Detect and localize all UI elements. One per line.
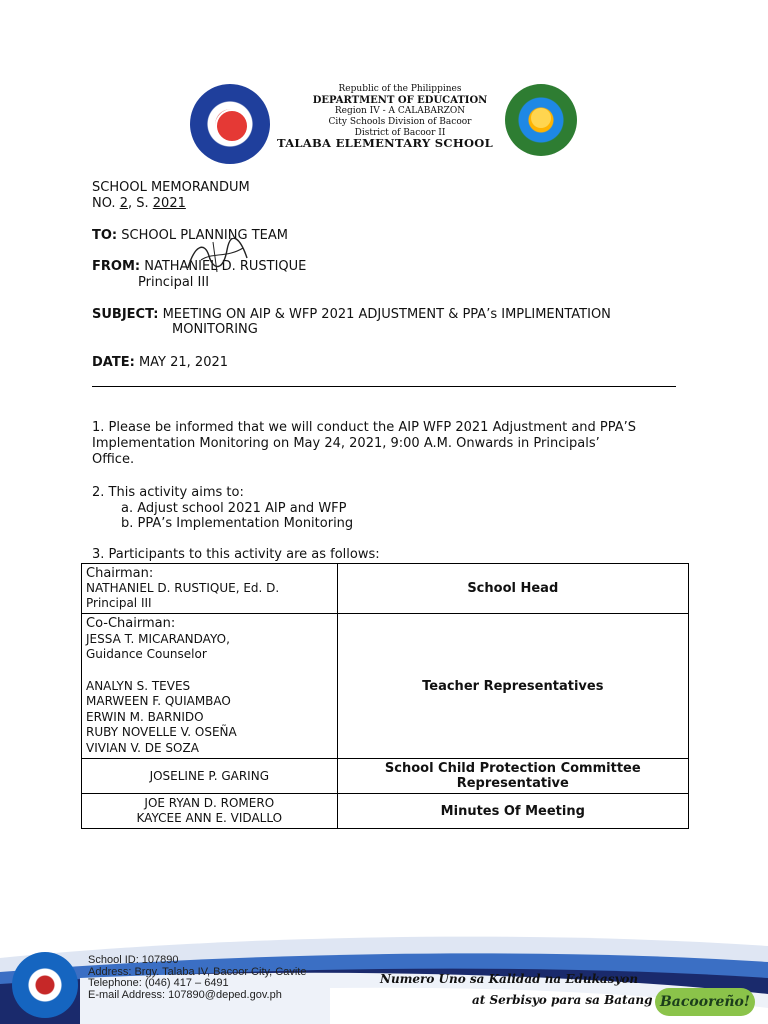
- aim-b: b. PPA’s Implementation Monitoring: [121, 516, 354, 531]
- table-row: [82, 564, 689, 614]
- divider-line: [92, 386, 676, 387]
- teacher-name: ERWIN M. BARNIDO: [86, 709, 204, 724]
- paragraph-1-line-1: 1. Please be informed that we will conduct the AIP WFP 2021 Adjustment and PPA’S: [92, 420, 637, 435]
- chairman-name: NATHANIEL D. RUSTIQUE, Ed. D.: [86, 581, 280, 595]
- aim-a: a. Adjust school 2021 AIP and WFP: [121, 500, 347, 516]
- school-seal-logo: [12, 952, 78, 1018]
- mom-name-2: KAYCEE ANN E. VIDALLO: [136, 811, 283, 825]
- paragraph-1-line-2: Implementation Monitoring on May 24, 2021, 9:00 A.M. Onwards in Principals’: [92, 436, 600, 451]
- footer-telephone: Telephone: (046) 417 – 6491: [88, 977, 229, 989]
- footer-motto-2: at Serbisyo para sa Batang: [472, 993, 653, 1007]
- cochairman-label: Co-Chairman:: [86, 616, 176, 631]
- footer-address: Address: Brgy. Talaba IV, Bacoor City, Cavite: [88, 965, 307, 978]
- signature-icon: [183, 238, 253, 276]
- table-row: [82, 794, 689, 829]
- teacher-role: Teacher Representatives: [337, 614, 688, 759]
- cochairman-title: Guidance Counselor: [86, 647, 207, 661]
- letterhead-district: District of Bacoor II: [354, 128, 446, 138]
- footer-contact: [88, 955, 306, 1001]
- mom-name-1: JOE RYAN D. ROMERO: [144, 796, 275, 810]
- letterhead-region: Region IV - A CALABARZON: [334, 106, 466, 116]
- memo-series-value: 2021: [152, 196, 186, 211]
- table-row: [82, 614, 689, 759]
- participants-table: [81, 563, 689, 829]
- paragraph-2: [92, 485, 353, 532]
- table-row: [82, 759, 689, 794]
- division-seal-logo: [505, 84, 577, 156]
- subject-line-1: MEETING ON AIP & WFP 2021 ADJUSTMENT & PPA’s IMPLIMENTATION: [162, 307, 611, 322]
- subject-label: SUBJECT:: [92, 307, 159, 322]
- cpc-role-line-1: School Child Protection Committee: [384, 761, 641, 776]
- subject-line-2: MONITORING: [172, 322, 258, 337]
- footer-school-id: School ID: 107890: [88, 954, 179, 966]
- chairman-cell: [82, 564, 338, 614]
- teacher-name: RUBY NOVELLE V. OSEÑA: [86, 725, 237, 739]
- paragraph-1-line-3: Office.: [92, 452, 135, 467]
- cpc-name: JOSELINE P. GARING: [82, 759, 338, 794]
- memo-subject: [92, 307, 611, 322]
- cpc-role-line-2: Representative: [456, 776, 569, 791]
- footer-motto-1: Numero Uno sa Kalidad na Edukasyon: [380, 972, 639, 986]
- school-name: TALABA ELEMENTARY SCHOOL: [276, 136, 494, 150]
- letterhead: [280, 84, 520, 139]
- teacher-name: MARWEEN F. QUIAMBAO: [86, 694, 231, 708]
- date-value: MAY 21, 2021: [138, 355, 229, 370]
- memo-title: SCHOOL MEMORANDUM: [92, 180, 250, 195]
- mom-names: [82, 794, 338, 829]
- paragraph-2-intro: 2. This activity aims to:: [92, 485, 244, 500]
- memo-no-value: 2: [119, 196, 128, 211]
- teacher-name: ANALYN S. TEVES: [86, 678, 191, 693]
- memo-no-label: NO.: [92, 196, 116, 211]
- letterhead-division: City Schools Division of Bacoor: [328, 117, 472, 127]
- from-title: Principal III: [138, 275, 210, 290]
- cochairman-cell: [82, 614, 338, 759]
- paragraph-1: [92, 420, 636, 468]
- from-label: FROM:: [92, 259, 141, 274]
- mom-role: Minutes Of Meeting: [337, 794, 688, 829]
- letterhead-department: DEPARTMENT OF EDUCATION: [312, 95, 488, 106]
- paragraph-3: 3. Participants to this activity are as follows:: [92, 547, 380, 562]
- memo-series-label: , S.: [127, 196, 149, 211]
- cpc-role: [337, 759, 688, 794]
- to-label: TO:: [92, 228, 118, 243]
- footer-email: E-mail Address: 107890@deped.gov.ph: [88, 988, 282, 1001]
- teacher-name: VIVIAN V. DE SOZA: [86, 740, 199, 755]
- date-label: DATE:: [92, 355, 135, 370]
- chairman-role: School Head: [337, 564, 688, 614]
- cochairman-name: JESSA T. MICARANDAYO,: [86, 631, 230, 646]
- from-value: NATHANIEL D. RUSTIQUE: [144, 259, 307, 274]
- bacooreno-logo: Bacooreño!: [655, 988, 755, 1016]
- to-value: SCHOOL PLANNING TEAM: [121, 228, 288, 243]
- memo-date: [92, 355, 228, 370]
- deped-seal-logo: [190, 84, 270, 164]
- memo-number: [92, 196, 186, 211]
- chairman-title: Principal III: [86, 596, 152, 610]
- letterhead-republic: Republic of the Philippines: [338, 84, 462, 94]
- chairman-label: Chairman:: [86, 566, 154, 581]
